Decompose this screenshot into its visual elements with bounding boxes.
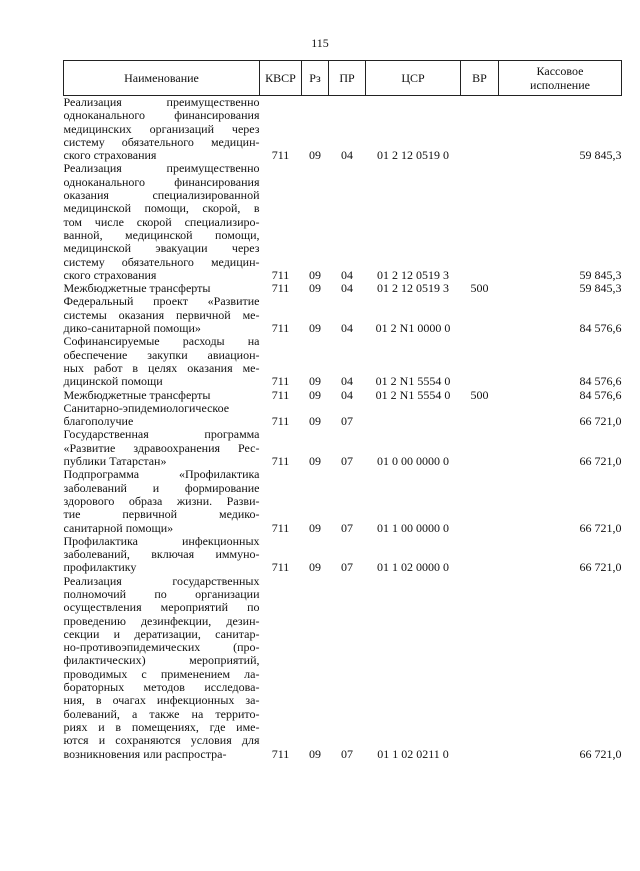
table-row — [64, 282, 622, 295]
row-vr-cell: 500 — [470, 387, 489, 402]
row-name-line: одноканального финансирования — [63, 108, 260, 123]
row-name-line: оказания специализированной — [63, 188, 260, 203]
row-pr-cell: 07 — [341, 746, 353, 761]
row-name-line: но-противоэпидемических (про- — [63, 640, 260, 655]
row-name-cell — [64, 282, 260, 295]
row-kvsr-cell: 711 — [271, 321, 290, 336]
row-name-cell — [64, 335, 260, 388]
row-csr-cell — [366, 402, 461, 429]
row-name-cell — [64, 162, 260, 282]
row-name-line: ются и сохраняются условия для — [63, 733, 260, 748]
row-name-cell — [64, 575, 260, 761]
row-csr-cell: 01 2 N1 0000 0 — [375, 321, 451, 336]
row-csr-cell: 01 2 12 0519 0 — [377, 148, 449, 163]
row-pr-cell: 04 — [341, 281, 353, 296]
row-name-line: том числе скорой специализиро- — [63, 214, 260, 229]
table-row — [64, 535, 622, 575]
table-row — [64, 335, 622, 388]
table-row — [64, 389, 622, 402]
row-name-line: медицинской эвакуации через — [63, 241, 260, 256]
table-row — [64, 468, 622, 534]
header-rz: Рз — [302, 61, 329, 96]
row-name-line: проведению дезинфекции, дезин- — [63, 613, 260, 628]
row-vr-cell — [461, 535, 499, 575]
row-csr-cell: 01 2 12 0519 3 — [377, 267, 449, 282]
row-name-line: систему обязательного медицин- — [63, 134, 260, 149]
row-name-line: Софинансируемые расходы на — [63, 334, 260, 349]
row-pr-cell: 04 — [341, 321, 353, 336]
row-pr-cell: 07 — [341, 414, 353, 429]
row-kvsr-cell: 711 — [271, 281, 290, 296]
row-name-line: обеспечение закупки авиацион- — [63, 347, 260, 362]
header-pr: ПР — [329, 61, 366, 96]
row-name-line: Санитарно-эпидемиологическое — [63, 400, 230, 415]
row-rz-cell: 09 — [309, 374, 321, 389]
row-kvsr-cell: 711 — [271, 387, 290, 402]
table-row — [64, 162, 622, 282]
row-name-line: дико-санитарной помощи» — [63, 321, 201, 336]
row-name-line: болеваний, а также на террито- — [63, 706, 260, 721]
row-name-line: Реализация преимущественно — [63, 161, 260, 176]
table-row — [64, 96, 622, 163]
row-vr-cell — [461, 335, 499, 388]
row-name-line: ванной, медицинской помощи, — [63, 227, 260, 242]
table-row — [64, 575, 622, 761]
row-csr-cell: 01 2 N1 5554 0 — [375, 374, 451, 389]
header-name: Наименование — [64, 61, 260, 96]
row-vr-cell — [461, 428, 499, 468]
row-rz-cell: 09 — [309, 267, 321, 282]
row-amount-cell: 66 721,0 — [579, 746, 622, 761]
row-name-line: санитарной помощи» — [63, 520, 174, 535]
row-name-line: профилактику — [63, 560, 137, 575]
row-csr-cell: 01 1 00 0000 0 — [377, 520, 449, 535]
row-amount-cell: 66 721,0 — [579, 560, 622, 575]
header-amount-line2: исполнение — [530, 78, 590, 92]
row-csr-cell: 01 1 02 0000 0 — [377, 560, 449, 575]
row-name-line: ных работ в целях оказания ме- — [63, 360, 260, 375]
row-name-line: здорового образа жизни. Разви- — [63, 493, 260, 508]
row-vr-cell — [461, 468, 499, 534]
row-name-line: «Развитие здравоохранения Рес- — [63, 440, 260, 455]
row-vr-cell — [461, 295, 499, 335]
row-rz-cell: 09 — [309, 560, 321, 575]
row-name-line: тие первичной медико- — [63, 507, 260, 522]
row-amount-cell: 84 576,6 — [579, 387, 622, 402]
row-name-line: проводимых с применением ла- — [63, 666, 260, 681]
row-csr-cell: 01 0 00 0000 0 — [377, 454, 449, 469]
row-name-line: ния, в очагах инфекционных за- — [63, 693, 260, 708]
row-name-line: одноканального финансирования — [63, 174, 260, 189]
row-kvsr-cell: 711 — [271, 454, 290, 469]
row-kvsr-cell: 711 — [271, 520, 290, 535]
row-name-line: возникновения или распростра- — [63, 746, 227, 761]
header-vr: ВР — [461, 61, 499, 96]
row-name-line: дицинской помощи — [63, 374, 163, 389]
row-name-line: благополучие — [63, 414, 134, 429]
header-kvsr: КВСР — [260, 61, 302, 96]
header-amount-line1: Кассовое — [536, 64, 584, 78]
row-amount-cell: 59 845,3 — [579, 148, 622, 163]
row-name-line: медицинской помощи, скорой, в — [63, 201, 260, 216]
row-kvsr-cell: 711 — [271, 414, 290, 429]
row-name-line: медицинских организаций через — [63, 121, 260, 136]
row-name-cell — [64, 535, 260, 575]
row-name-line: системы оказания первичной ме- — [63, 307, 260, 322]
row-amount-cell: 66 721,0 — [579, 454, 622, 469]
row-amount-cell: 66 721,0 — [579, 414, 622, 429]
row-csr-cell: 01 1 02 0211 0 — [377, 746, 449, 761]
row-pr-cell: 04 — [341, 267, 353, 282]
row-rz-cell: 09 — [309, 387, 321, 402]
row-name-line: Реализация преимущественно — [63, 95, 260, 109]
row-rz-cell: 09 — [309, 281, 321, 296]
table-row — [64, 428, 622, 468]
row-rz-cell: 09 — [309, 414, 321, 429]
row-name-line: Подпрограмма «Профилактика — [63, 467, 260, 482]
row-name-line: Федеральный проект «Развитие — [63, 294, 260, 309]
row-name-line: бораторных методов исследова- — [63, 680, 260, 695]
row-name-line: филактических) мероприятий, — [63, 653, 260, 668]
row-pr-cell: 07 — [341, 520, 353, 535]
page-number: 115 — [311, 36, 329, 50]
row-name-line: секции и дератизации, санитар- — [63, 626, 260, 641]
row-rz-cell: 09 — [309, 746, 321, 761]
budget-table — [63, 60, 622, 761]
row-name-line: Государственная программа — [63, 427, 260, 442]
header-csr: ЦСР — [366, 61, 461, 96]
row-vr-cell — [461, 575, 499, 761]
row-rz-cell: 09 — [309, 520, 321, 535]
row-name-line: Межбюджетные трансферты — [63, 281, 211, 296]
row-name-line: полномочий по организации — [63, 586, 260, 601]
row-kvsr-cell: 711 — [271, 560, 290, 575]
row-name-cell — [64, 96, 260, 163]
row-pr-cell: 04 — [341, 374, 353, 389]
row-rz-cell: 09 — [309, 321, 321, 336]
row-amount-cell: 66 721,0 — [579, 520, 622, 535]
row-rz-cell: 09 — [309, 148, 321, 163]
row-amount-cell: 59 845,3 — [579, 267, 622, 282]
row-amount-cell: 59 845,3 — [579, 281, 622, 296]
row-name-line: осуществления мероприятий по — [63, 600, 260, 615]
row-csr-cell: 01 2 12 0519 3 — [377, 281, 449, 296]
row-name-line: заболеваний, включая иммуно- — [63, 547, 260, 562]
row-rz-cell: 09 — [309, 454, 321, 469]
row-name-line: риях и в помещениях, где име- — [63, 719, 260, 734]
row-name-line: Профилактика инфекционных — [63, 533, 260, 548]
row-vr-cell — [461, 402, 499, 429]
row-name-line: ского страхования — [63, 148, 157, 163]
row-name-line: систему обязательного медицин- — [63, 254, 260, 269]
row-kvsr-cell: 711 — [271, 374, 290, 389]
row-name-line: публики Татарстан» — [63, 454, 167, 469]
row-pr-cell: 04 — [341, 148, 353, 163]
row-kvsr-cell: 711 — [271, 148, 290, 163]
table-row — [64, 295, 622, 335]
row-csr-cell: 01 2 N1 5554 0 — [375, 387, 451, 402]
row-name-cell — [64, 295, 260, 335]
row-amount-cell: 84 576,6 — [579, 374, 622, 389]
table-row — [64, 402, 622, 429]
row-name-cell — [64, 428, 260, 468]
row-kvsr-cell: 711 — [271, 267, 290, 282]
table-body — [64, 96, 622, 761]
row-amount-cell: 84 576,6 — [579, 321, 622, 336]
row-name-line: Межбюджетные трансферты — [63, 387, 211, 402]
row-name-line: заболеваний и формирование — [63, 480, 260, 495]
row-vr-cell: 500 — [470, 281, 489, 296]
row-kvsr-cell: 711 — [271, 746, 290, 761]
row-pr-cell: 04 — [341, 387, 353, 402]
row-pr-cell: 07 — [341, 454, 353, 469]
row-name-cell — [64, 402, 260, 429]
header-amount — [499, 61, 622, 96]
table-header — [64, 61, 622, 96]
row-name-cell — [64, 468, 260, 534]
row-vr-cell — [461, 162, 499, 282]
row-pr-cell: 07 — [341, 560, 353, 575]
row-name-cell — [64, 389, 260, 402]
row-vr-cell — [461, 96, 499, 163]
row-name-line: Реализация государственных — [63, 573, 260, 588]
row-name-line: ского страхования — [63, 267, 157, 282]
